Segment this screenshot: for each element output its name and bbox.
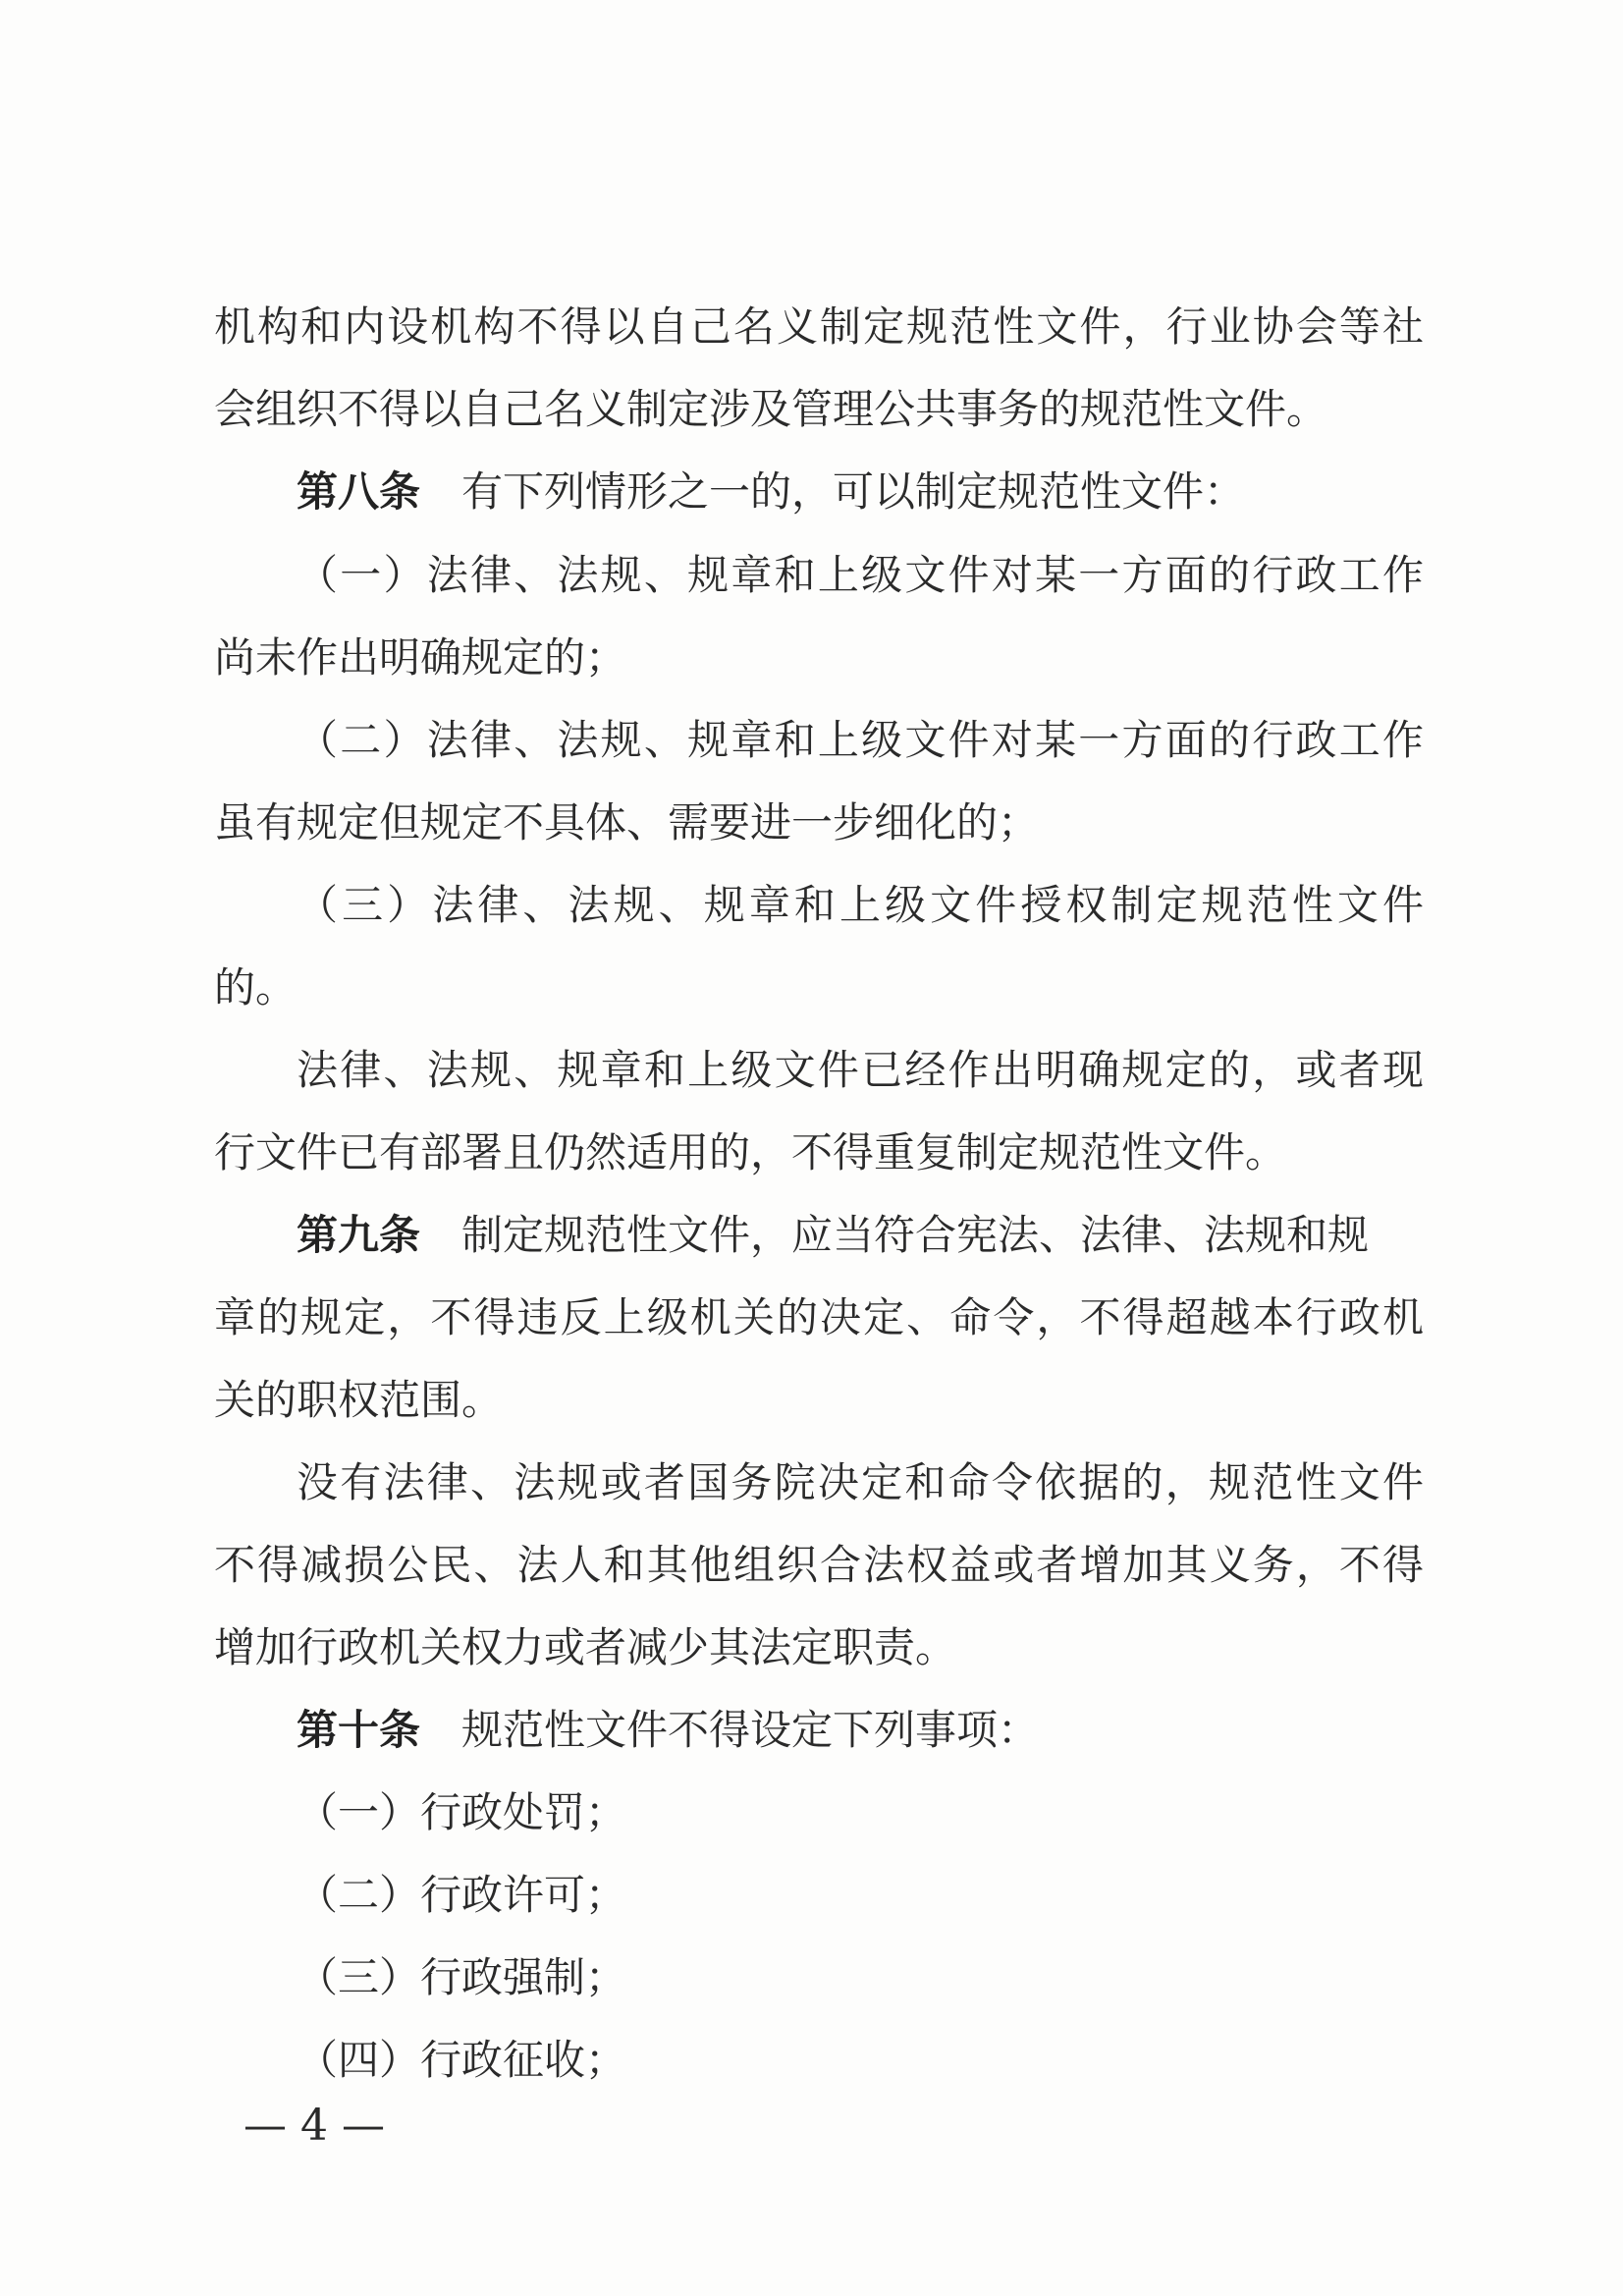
text-line: 的。 (214, 963, 298, 1011)
list-item: （一）行政处罚； (297, 1788, 627, 1836)
article-9-paragraph (297, 1211, 1369, 1260)
text-line: 没有法律、法规或者国务院决定和命令依据的，规范性文件 (297, 1458, 1424, 1506)
text-line: （三）法律、法规、规章和上级文件授权制定规范性文件 (297, 881, 1424, 929)
article-9-text: 制定规范性文件，应当符合宪法、法律、法规和规 (461, 1211, 1370, 1259)
article-8-text: 有下列情形之一的，可以制定规范性文件： (461, 467, 1246, 516)
page-number: — 4 — (243, 2101, 385, 2151)
article-8-label: 第八条 (297, 467, 421, 516)
text-line: 虽有规定但规定不具体、需要进一步细化的； (214, 798, 1040, 847)
list-item: （二）行政许可； (297, 1871, 627, 1919)
article-10-label: 第十条 (297, 1706, 421, 1754)
text-line: 行文件已有部署且仍然适用的，不得重复制定规范性文件。 (214, 1128, 1287, 1176)
text-line: 尚未作出明确规定的； (214, 633, 627, 682)
text-line: 关的职权范围。 (214, 1376, 504, 1424)
text-line: （二）法律、法规、规章和上级文件对某一方面的行政工作 (297, 716, 1424, 764)
article-10-paragraph (297, 1706, 1039, 1755)
text-line: 会组织不得以自己名义制定涉及管理公共事务的规范性文件。 (214, 385, 1328, 433)
text-line: （一）法律、法规、规章和上级文件对某一方面的行政工作 (297, 551, 1424, 599)
list-item: （三）行政强制； (297, 1953, 627, 2001)
text-line: 增加行政机关权力或者减少其法定职责。 (214, 1623, 957, 1671)
article-8-paragraph (297, 467, 1245, 517)
text-line: 章的规定，不得违反上级机关的决定、命令，不得超越本行政机 (214, 1293, 1424, 1341)
text-line: 机构和内设机构不得以自己名义制定规范性文件，行业协会等社 (214, 302, 1424, 351)
article-9-label: 第九条 (297, 1211, 421, 1259)
article-10-text: 规范性文件不得设定下列事项： (461, 1706, 1040, 1754)
list-item: （四）行政征收； (297, 2036, 627, 2084)
text-line: 法律、法规、规章和上级文件已经作出明确规定的，或者现 (297, 1046, 1424, 1094)
text-line: 不得减损公民、法人和其他组织合法权益或者增加其义务，不得 (214, 1541, 1424, 1589)
